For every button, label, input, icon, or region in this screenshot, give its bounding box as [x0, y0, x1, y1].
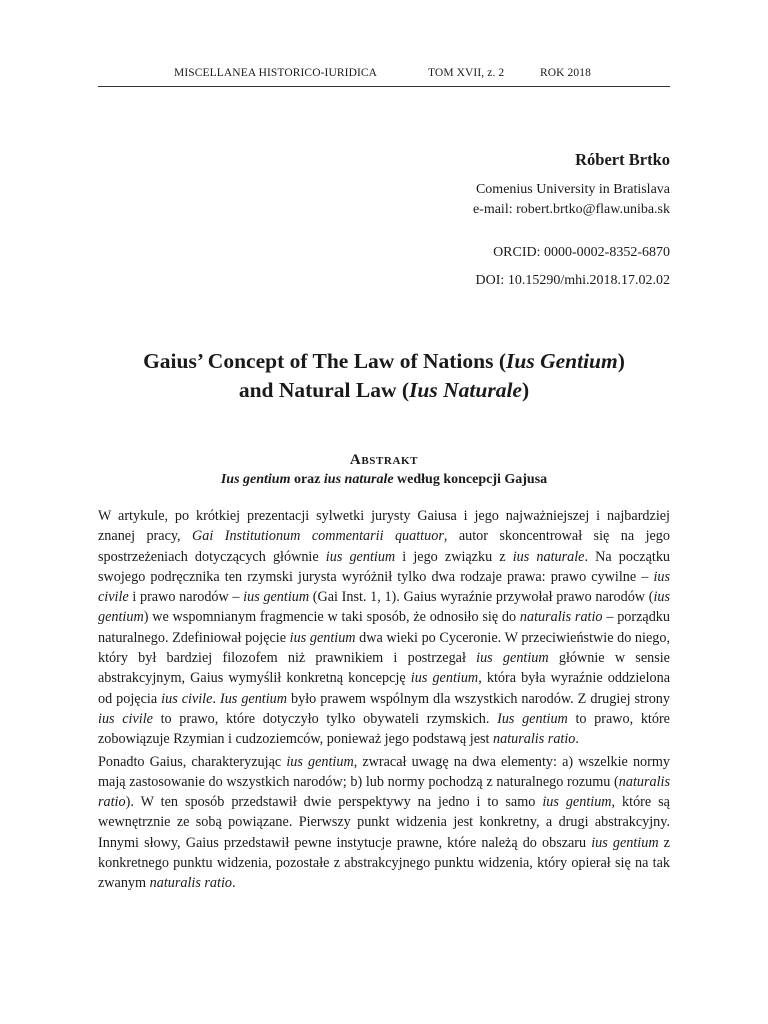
text-run: Ponadto Gaius, charakteryzując: [98, 753, 287, 770]
abstract-subtitle: Ius gentium oraz ius naturale według koncepcji Gajusa: [220, 472, 548, 487]
text-run: .: [232, 875, 236, 892]
italic-term: ius gentium: [286, 753, 354, 770]
text-run: (Gai Inst. 1, 1). Gaius wyraźnie przywołał prawo narodów (: [309, 589, 654, 606]
italic-term: ius gentium: [325, 548, 396, 565]
italic-term: ius gentium: [289, 629, 356, 646]
abstract-body: [98, 506, 670, 894]
title-line-2: and Natural Law (Ius Naturale): [238, 378, 530, 402]
article-doi: DOI: 10.15290/mhi.2018.17.02.02: [475, 273, 670, 288]
italic-term: Ius gentium: [219, 690, 288, 707]
italic-term: ius gentium: [591, 834, 659, 851]
italic-term: naturalis ratio: [519, 609, 603, 626]
text-run: , zwracał uwagę na dwa elementy: a) wszelkie normy mają zastosowanie do wszystkich narodów; b) lub normy pochodzą z naturalnego rozumu (: [98, 753, 671, 790]
text-run: – porządku naturalnego. Zdefiniował pojęcie: [98, 609, 670, 646]
text-run: , autor skoncentrował się na jego spostrzeżeniach dotyczących głównie: [98, 528, 670, 565]
italic-term: ius naturale: [512, 548, 585, 565]
italic-term: ius civile: [161, 690, 213, 707]
author-block: [473, 150, 670, 291]
title-line-1: Gaius’ Concept of The Law of Nations (Ius Gentium): [143, 349, 625, 373]
text-run: , które są wewnętrznie ze sobą powiązane. Pierwszy punkt widzenia jest konkretny, a drugi abstrakcyjny. Innymi słowy, Gaius przedstawił pewne instytucje prawne, które należą do obszaru: [98, 794, 670, 851]
text-run: głównie w sensie abstrakcyjnym, Gaius wymyślił konkretną koncepcję: [98, 650, 670, 687]
publication-year: ROK 2018: [540, 67, 591, 79]
italic-term: ius gentium: [410, 670, 479, 687]
italic-term: ius civile: [98, 568, 670, 606]
author-affiliation: Comenius University in Bratislava: [475, 182, 670, 197]
text-run: .: [575, 731, 579, 748]
author-name: Róbert Brtko: [575, 150, 670, 169]
text-run: dwa wieki po Cyceronie. W przeciwieństwie do niego, który był bardziej filozofem niż prawnikiem i postrzegał: [98, 629, 670, 667]
author-orcid: ORCID: 0000-0002-8352-6870: [493, 245, 670, 260]
abstract-paragraph-2: [98, 752, 670, 894]
text-run: to prawo, które dotyczyło tylko obywateli rzymskich.: [152, 710, 498, 727]
text-run: .: [212, 690, 220, 707]
italic-term: Ius gentium: [497, 710, 568, 727]
italic-term: ius civile: [98, 710, 153, 727]
text-run: , która była wyraźnie oddzielona od pojęcia: [98, 670, 671, 707]
article-title: [98, 347, 670, 405]
italic-term: Gai Institutionum commentarii quattuor: [192, 528, 444, 545]
italic-term: ius gentium: [98, 589, 670, 626]
italic-term: ius gentium: [243, 589, 310, 606]
volume-number: TOM XVII, z. 2: [428, 67, 505, 79]
italic-term: naturalis ratio: [149, 875, 233, 892]
italic-term: ius gentium: [542, 794, 612, 811]
text-run: z konkretnego punktu widzenia, pozostałe z abstrakcyjnego punktu widzenia, który opierał się na tak zwanym: [98, 834, 670, 892]
text-run: ). W ten sposób przedstawił dwie perspektywy na jedno i to samo: [125, 794, 543, 811]
italic-term: ius gentium: [476, 650, 549, 667]
italic-term: naturalis ratio: [493, 731, 576, 748]
abstract-heading: Abstrakt: [349, 452, 419, 468]
abstract-paragraph-1: [98, 506, 670, 750]
text-run: było prawem wspólnym dla wszystkich narodów. Z drugiej strony: [287, 690, 670, 707]
text-run: i jego związku z: [395, 548, 513, 565]
text-run: i prawo narodów –: [128, 589, 244, 606]
italic-term: naturalis ratio: [98, 773, 670, 811]
text-run: . Na początku swojego podręcznika ten rzymski jurysta wyróżnił tylko dwa rodzaje prawa: prawo cywilne –: [98, 548, 671, 585]
running-header: [98, 66, 670, 87]
journal-name: MISCELLANEA HISTORICO-IURIDICA: [174, 67, 378, 79]
text-run: W artykule, po krótkiej prezentacji sylwetki jurysty Gaiusa i jego najważniejszej i najbardziej znanej pracy,: [98, 508, 670, 545]
text-run: to prawo, które zobowiązuje Rzymian i cudzoziemców, ponieważ jego podstawą jest: [98, 710, 670, 748]
author-email: e-mail: robert.brtko@flaw.uniba.sk: [472, 202, 670, 217]
text-run: ) we wspomnianym fragmencie w taki sposób, że odnosiło się do: [143, 609, 520, 626]
